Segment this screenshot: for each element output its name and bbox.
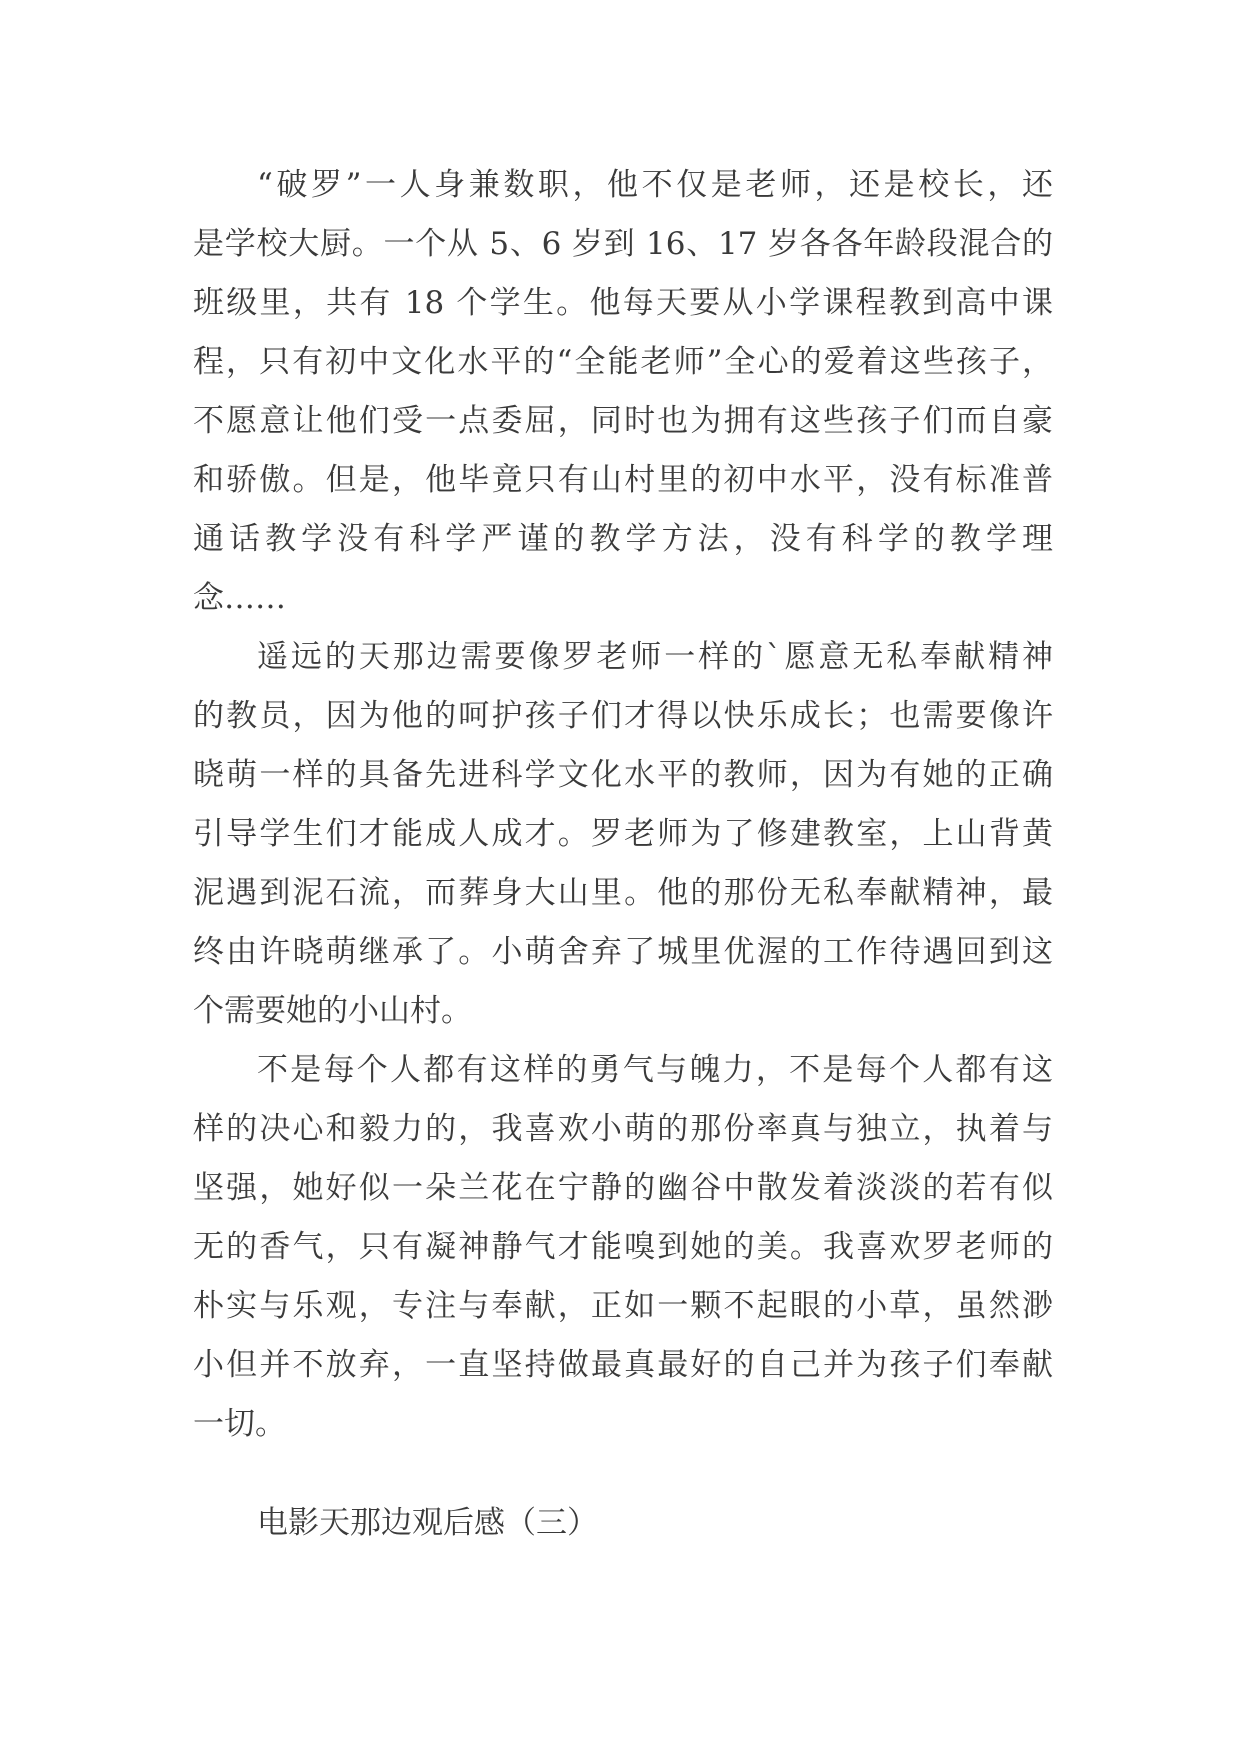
paragraph-1-line-8: 念…… — [193, 580, 286, 616]
paragraph-1-line-4: 程，只有初中文化水平的“全能老师”全心的爱着这些孩子， — [193, 344, 1053, 380]
paragraph-3-line-3: 坚强，她好似一朵兰花在宁静的幽谷中散发着淡淡的若有似 — [193, 1170, 1053, 1206]
paragraph-2-line-5: 泥遇到泥石流，而葬身大山里。他的那份无私奉献精神，最 — [193, 875, 1053, 911]
paragraph-2-line-3: 晓萌一样的具备先进科学文化水平的教师，因为有她的正确 — [193, 757, 1053, 793]
paragraph-1-line-6: 和骄傲。但是，他毕竟只有山村里的初中水平，没有标准普 — [193, 462, 1053, 498]
paragraph-3-line-4: 无的香气，只有凝神静气才能嗅到她的美。我喜欢罗老师的 — [193, 1229, 1053, 1265]
paragraph-1-line-1: “破罗”一人身兼数职，他不仅是老师，还是校长，还 — [257, 167, 1053, 203]
paragraph-2-line-4: 引导学生们才能成人成才。罗老师为了修建教室，上山背黄 — [193, 816, 1053, 852]
paragraph-3-line-5: 朴实与乐观，专注与奉献，正如一颗不起眼的小草，虽然渺 — [193, 1288, 1053, 1324]
paragraph-2-line-2: 的教员，因为他的呵护孩子们才得以快乐成长；也需要像许 — [193, 698, 1053, 734]
paragraph-3-line-2: 样的决心和毅力的，我喜欢小萌的那份率真与独立，执着与 — [193, 1111, 1053, 1147]
paragraph-2-line-6: 终由许晓萌继承了。小萌舍弃了城里优渥的工作待遇回到这 — [193, 934, 1053, 970]
paragraph-3-line-6: 小但并不放弃，一直坚持做最真最好的自己并为孩子们奉献 — [193, 1347, 1053, 1383]
paragraph-1-line-2: 是学校大厨。一个从 5、6 岁到 16、17 岁各各年龄段混合的 — [193, 226, 1053, 262]
paragraph-1-line-3: 班级里，共有 18 个学生。他每天要从小学课程教到高中课 — [193, 285, 1053, 321]
paragraph-2-line-7: 个需要她的小山村。 — [193, 993, 472, 1029]
paragraph-2-line-1: 遥远的天那边需要像罗老师一样的`愿意无私奉献精神 — [257, 639, 1053, 675]
section-heading: 电影天那边观后感（三） — [257, 1505, 598, 1541]
paragraph-1-line-5: 不愿意让他们受一点委屈，同时也为拥有这些孩子们而自豪 — [193, 403, 1053, 439]
paragraph-3-line-7: 一切。 — [193, 1406, 286, 1442]
paragraph-1-line-7: 通话教学没有科学严谨的教学方法，没有科学的教学理 — [193, 521, 1053, 557]
paragraph-3-line-1: 不是每个人都有这样的勇气与魄力，不是每个人都有这 — [257, 1052, 1053, 1088]
